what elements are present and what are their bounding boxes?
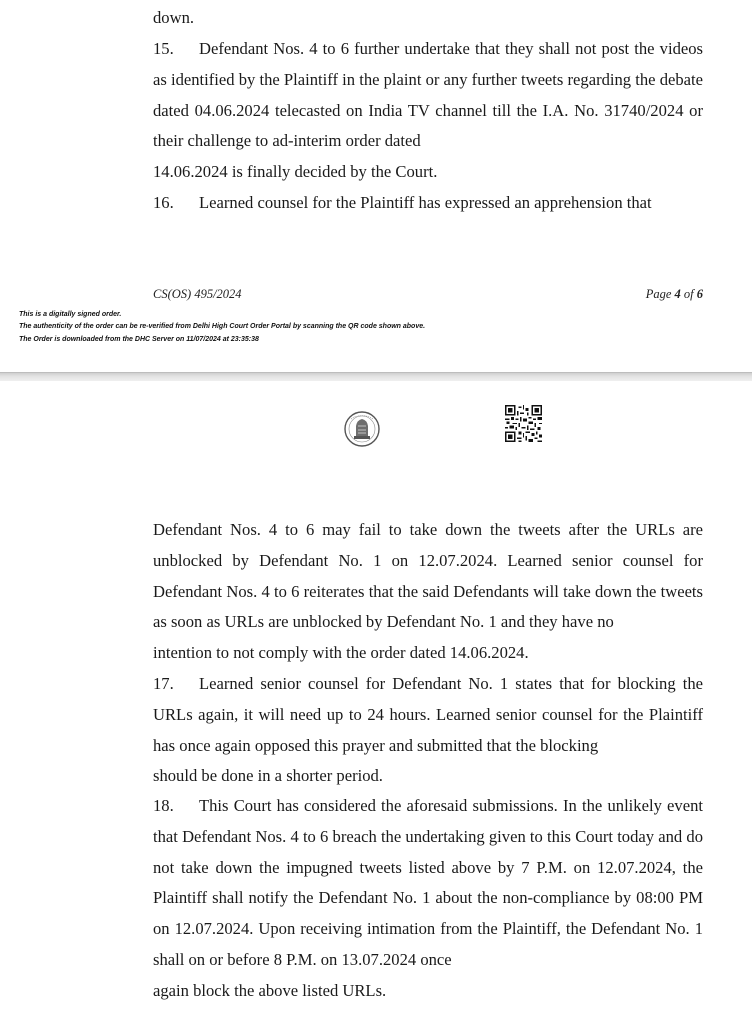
paragraph-last-line: again block the above listed URLs. [153, 980, 387, 1000]
page-total: 6 [696, 287, 703, 301]
page-4-bottom [0, 0, 752, 372]
paragraph-text: Learned senior counsel for Defendant No. 1 states that for blocking the URLs again, it will need up to 24 hours. Learned senior counsel for the Plaintiff has once again opposed this prayer and submitted that the blocking [153, 674, 703, 755]
paragraph-18 [153, 791, 703, 1007]
paragraph-number: 18. [153, 796, 174, 815]
paragraph-16-continued [153, 515, 703, 669]
page-current: 4 [674, 287, 681, 301]
paragraph-text: Defendant Nos. 4 to 6 further undertake that they shall not post the videos as identified by the Plaintiff in the plaint or any further tweets regarding the debate dated 04.06.2024 telecasted on India TV channel till the I.A. No. 31740/2024 or their challenge to ad-interim order dated [153, 39, 703, 151]
case-number: CS(OS) 495/2024 [153, 287, 242, 301]
paragraph-text: Learned counsel for the Plaintiff has expressed an apprehension that [199, 193, 652, 212]
court-emblem-icon [337, 409, 387, 449]
digital-signature-line: This is a digitally signed order. [19, 311, 122, 318]
page-prefix: Page [645, 287, 672, 301]
paragraph-17 [153, 669, 703, 792]
paragraph-last-line: 14.06.2024 is finally decided by the Court. [153, 162, 438, 182]
page-number [646, 287, 703, 302]
paragraph-number: 16. [153, 193, 174, 212]
paragraph-last-line: intention to not comply with the order dated 14.06.2024. [153, 643, 529, 663]
paragraph-number: 17. [153, 674, 174, 693]
text-line-down: down. [153, 8, 195, 27]
paragraph-number: 15. [153, 39, 174, 58]
qr-code-icon [505, 405, 542, 442]
paragraph-16-start [153, 188, 703, 219]
authenticity-note: The authenticity of the order can be re-verified from Delhi High Court Order Portal by scanning the QR code shown above. [19, 323, 426, 330]
paragraph-last-line: should be done in a shorter period. [153, 766, 383, 786]
download-timestamp: The Order is downloaded from the DHC Server on 11/07/2024 at 23:35:38 [19, 336, 259, 343]
paragraph-text: Defendant Nos. 4 to 6 may fail to take down the tweets after the URLs are unblocked by Defendant No. 1 on 12.07.2024. Learned senior counsel for Defendant Nos. 4 to 6 reiterates that the said Defendants will take down the tweets as soon as URLs are unblocked by Defendant No. 1 and they have no [153, 520, 703, 632]
paragraph-text: This Court has considered the aforesaid submissions. In the unlikely event that Defendant Nos. 4 to 6 breach the undertaking given to this Court today and do not take down the impugned tweets listed above by 7 P.M. on 12.07.2024, the Plaintiff shall notify the Defendant No. 1 about the non-compliance by 08:00 PM on 12.07.2024. Upon receiving intimation from the Plaintiff, the Defendant No. 1 shall on or before 8 P.M. on 13.07.2024 once [153, 796, 703, 969]
paragraph-15 [153, 34, 703, 188]
page-of: of [683, 287, 694, 301]
